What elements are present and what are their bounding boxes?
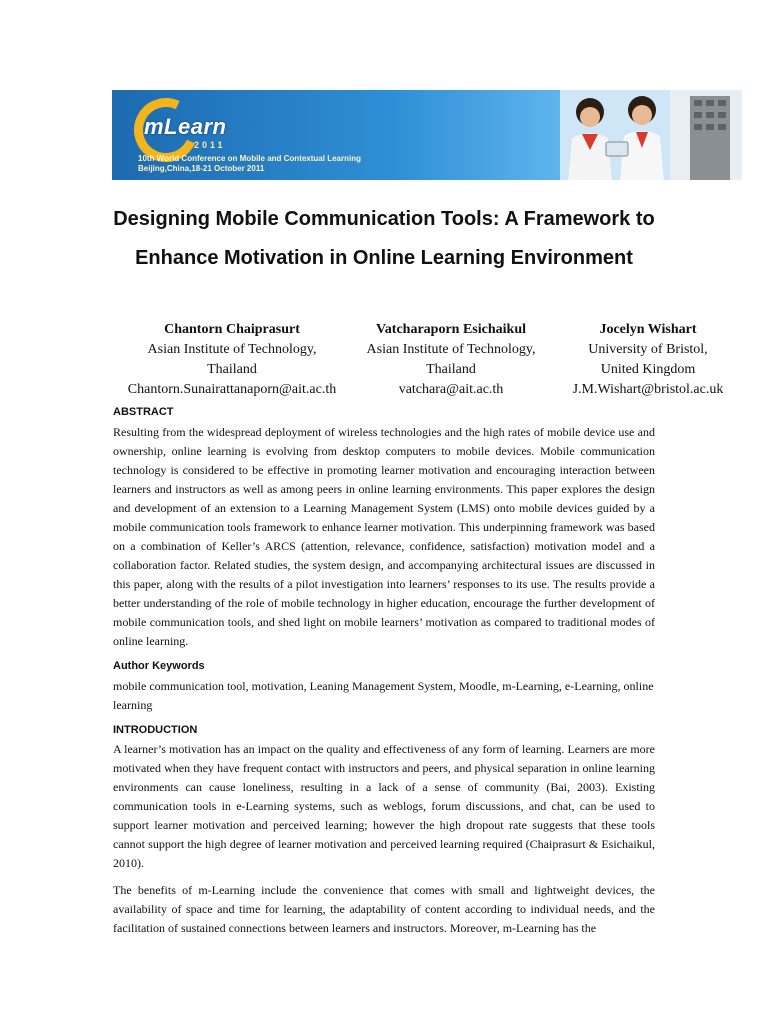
author-country: Thailand [207, 362, 257, 377]
author-email: Chantorn.Sunairattanaporn@ait.ac.th [127, 382, 337, 397]
keywords-heading: Author Keywords [113, 660, 205, 672]
author-affiliation: University of Bristol, [588, 342, 708, 357]
introduction-paragraph-1: A learner’s motivation has an impact on the quality and effectiveness of any form of learning. Learners are more motivated when they have frequent contact with instructors and peers, and physical separation in online learning environments can cause loneliness, resulting in a lack of a sense of community (Bai, 2003). Existing communication tools in e-Learning systems, such as weblogs, forum discussions, and chat, can be used to support learner motivation and perceived learning; however the high dropout rate suggests that these tools cannot support the high degree of learner motivation and perceived learning required (Chaiprasurt & Esichaikul, 2010). [113, 742, 655, 870]
conference-line-2: Beijing,China,18-21 October 2011 [138, 164, 265, 173]
conference-banner [112, 90, 742, 180]
author-country: Thailand [426, 362, 476, 377]
author-name: Chantorn Chaiprasurt [164, 322, 300, 337]
abstract-text: Resulting from the widespread deployment of wireless technologies and the high rates of mobile device use and ownership, online learning is evolving from desktop computers to mobile devices. Mobile communication technology is considered to be effective in promoting learner motivation and encouraging interaction between learners and instructors as well as among peers in online learning environments. This paper explores the design and development of an extension to a Learning Management System (LMS) onto mobile devices guided by a mobile communication tools framework to enhance learner motivation. This underpinning framework was based on a combination of Keller’s ARCS (attention, relevance, confidence, satisfaction) motivation model and a collaboration factor. Related studies, the system design, and accompanying architectural issues are discussed in this paper, along with the results of a pilot investigation into learners’ responses to its use. The results provide a better understanding of the role of mobile technology in higher education, encourage the further development of mobile communication tools, and shed light on mobile learners’ motivation as compared to traditional modes of online learning. [113, 425, 655, 648]
author-affiliation: Asian Institute of Technology, [147, 342, 317, 357]
author-block [110, 320, 740, 400]
conference-line-1: 10th World Conference on Mobile and Contextual Learning [138, 154, 361, 163]
abstract-heading: ABSTRACT [113, 406, 174, 418]
logo-text: mLearn [144, 114, 227, 139]
keywords-text: mobile communication tool, motivation, Leaning Management System, Moodle, m-Learning, e-Learning, online learning [113, 679, 654, 712]
paper-title: Designing Mobile Communication Tools: A Framework to Enhance Motivation in Online Learning Environment [113, 208, 655, 269]
author-2 [348, 320, 554, 400]
author-name: Jocelyn Wishart [599, 322, 697, 337]
author-name: Vatcharaporn Esichaikul [375, 322, 526, 337]
author-affiliation: Asian Institute of Technology, [366, 342, 536, 357]
author-1 [110, 320, 354, 400]
author-email: J.M.Wishart@bristol.ac.uk [572, 382, 724, 397]
author-email: vatchara@ait.ac.th [398, 382, 504, 397]
banner-photo [560, 90, 742, 180]
introduction-heading: INTRODUCTION [113, 724, 198, 736]
author-3 [550, 320, 746, 400]
author-country: United Kingdom [600, 362, 696, 377]
logo-year: 2011 [194, 140, 226, 150]
introduction-paragraph-2: The benefits of m-Learning include the convenience that comes with small and lightweight devices, the availability of space and time for learning, the adaptability of content according to individual needs, and the facilitation of sustained connections between learners and instructors. Moreover, m-Learning has the [113, 883, 655, 935]
conference-info [138, 154, 361, 174]
